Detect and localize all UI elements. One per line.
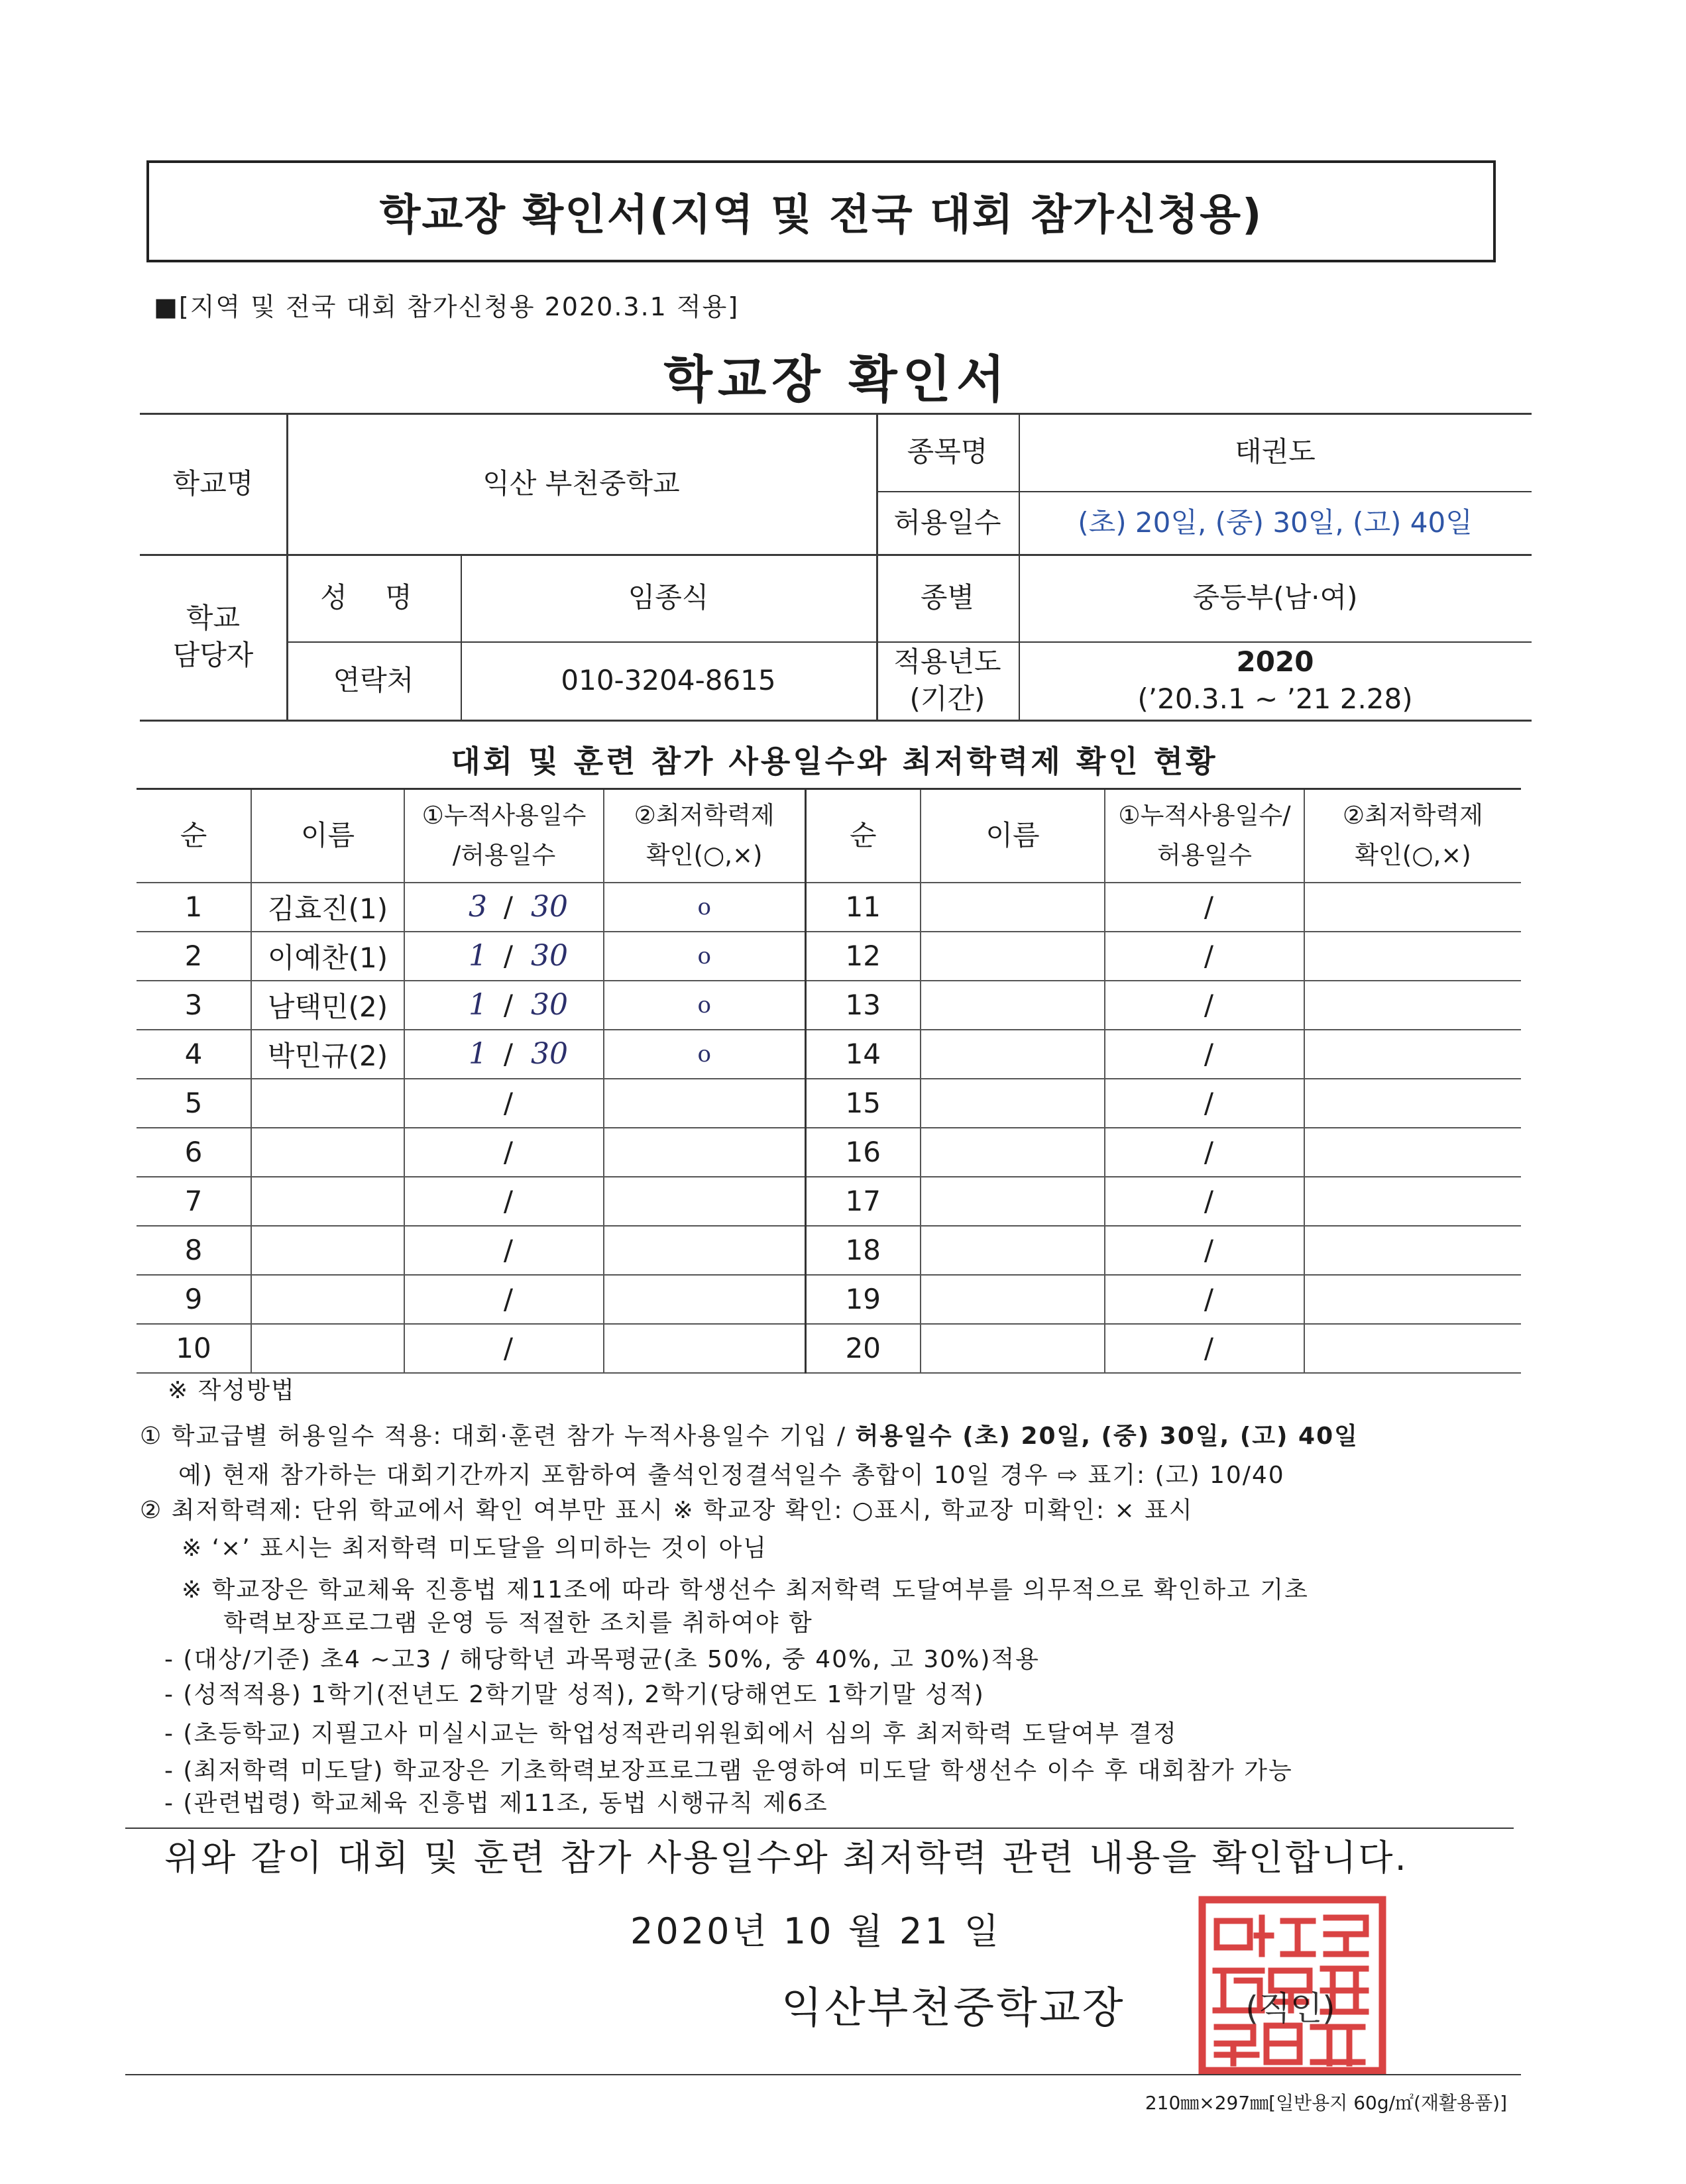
table-row xyxy=(137,1275,1521,1324)
row-number: 1 xyxy=(137,883,251,932)
athlete-name xyxy=(921,1177,1105,1226)
usage-days xyxy=(405,932,603,980)
usage-days xyxy=(1105,1079,1304,1127)
note-rule2-remark2-line2: 학력보장프로그램 운영 등 적절한 조치를 취하여야 함 xyxy=(223,1610,813,1637)
note-item-elementary: - (초등학교) 지필고사 미실시교는 학업성적관리위원회에서 심의 후 최저학력 도달여부 결정 xyxy=(164,1720,1178,1747)
row-number: 3 xyxy=(137,981,251,1030)
row-number: 6 xyxy=(137,1128,251,1177)
seal-label: (직인) xyxy=(1245,1989,1335,2028)
athlete-name: 남택민(2) xyxy=(251,981,404,1030)
notes-heading: ※ 작성방법 xyxy=(168,1377,296,1404)
usage-cell xyxy=(404,1030,604,1079)
usage-cell xyxy=(404,1226,604,1275)
note-item-target: - (대상/기준) 초4 ~고3 / 해당학년 과목평균(초 50%, 중 40%, 고 30%)적용 xyxy=(164,1646,1040,1673)
allowed-days: 30 xyxy=(531,988,568,1022)
academic-check-mark: o xyxy=(604,1030,805,1079)
header-no: 순 xyxy=(137,789,251,883)
usage-cell xyxy=(1105,1324,1304,1373)
usage-days xyxy=(405,1128,603,1176)
divider xyxy=(125,2074,1521,2075)
header-name: 이름 xyxy=(251,789,404,883)
used-days: 1 xyxy=(469,988,487,1022)
confirmation-statement: 위와 같이 대회 및 훈련 참가 사용일수와 최저학력 관련 내용을 확인합니다. xyxy=(164,1837,1408,1879)
usage-cell xyxy=(404,1128,604,1177)
academic-check-mark: o xyxy=(604,883,805,932)
athlete-name xyxy=(251,1275,404,1324)
header-no: 순 xyxy=(805,789,921,883)
usage-separator: / xyxy=(1204,940,1214,972)
year-label-line1: 적용년도 xyxy=(893,645,1001,678)
row-number: 14 xyxy=(805,1030,921,1079)
academic-check-mark xyxy=(1304,1226,1521,1275)
usage-cell xyxy=(1105,932,1304,981)
table-row xyxy=(137,1030,1521,1079)
athlete-name xyxy=(251,1128,404,1177)
header-usage xyxy=(404,789,604,883)
note-rule2-remark1: ※ ‘×’ 표시는 최저학력 미도달을 의미하는 것이 아님 xyxy=(182,1535,768,1562)
note-item-below: - (최저학력 미도달) 학교장은 기초학력보장프로그램 운영하여 미도달 학생선수 이수 후 대회참가 가능 xyxy=(164,1757,1293,1784)
academic-check-mark xyxy=(1304,1030,1521,1079)
row-number: 12 xyxy=(805,932,921,981)
usage-days xyxy=(405,1079,603,1127)
table-body xyxy=(137,883,1521,1373)
header-check-line1: ②최저학력제 xyxy=(634,801,775,830)
usage-days xyxy=(1105,1128,1304,1176)
usage-days xyxy=(405,1276,603,1323)
row-number: 2 xyxy=(137,932,251,981)
athlete-name xyxy=(921,1226,1105,1275)
year-value xyxy=(1019,641,1532,720)
athlete-name xyxy=(921,1079,1105,1128)
header-check-line1: ②최저학력제 xyxy=(1343,801,1483,830)
usage-separator: / xyxy=(503,1087,514,1119)
usage-cell xyxy=(404,1275,604,1324)
row-number: 16 xyxy=(805,1128,921,1177)
header-check xyxy=(1304,789,1521,883)
athlete-name xyxy=(921,1275,1105,1324)
usage-separator: / xyxy=(503,891,514,923)
used-days: 3 xyxy=(469,890,487,924)
usage-days xyxy=(405,1325,603,1372)
usage-days xyxy=(1105,1177,1304,1225)
note-rule1-example: 예) 현재 참가하는 대회기간까지 포함하여 출석인정결석일수 총합이 10일 경우 ⇨ 표기: (고) 10/40 xyxy=(178,1462,1285,1489)
row-number: 8 xyxy=(137,1226,251,1275)
usage-days xyxy=(405,1177,603,1225)
usage-cell xyxy=(1105,1226,1304,1275)
header-check-line2: 확인(○,×) xyxy=(1355,841,1471,870)
issue-date: 2020년 10 월 21 일 xyxy=(630,1910,1002,1952)
note-item-grades: - (성적적용) 1학기(전년도 2학기말 성적), 2학기(당해연도 1학기말 성적) xyxy=(164,1681,985,1708)
usage-separator: / xyxy=(1204,1283,1214,1315)
allowed-days: 30 xyxy=(531,939,568,973)
usage-days xyxy=(405,981,603,1029)
usage-cell xyxy=(404,1324,604,1373)
academic-check-mark xyxy=(1304,883,1521,932)
header-usage-line1: ①누적사용일수 xyxy=(422,801,587,830)
usage-days xyxy=(405,1030,603,1078)
usage-days xyxy=(1105,981,1304,1029)
manager-label xyxy=(140,554,286,720)
year-label-line2: (기간) xyxy=(909,682,985,715)
usage-separator: / xyxy=(1204,1185,1214,1217)
academic-check-mark xyxy=(1304,1324,1521,1373)
row-number: 10 xyxy=(137,1324,251,1373)
row-number: 4 xyxy=(137,1030,251,1079)
academic-check-mark: o xyxy=(604,981,805,1030)
header-usage-line1: ①누적사용일수/ xyxy=(1118,801,1291,830)
note-rule2-remark2-line1: ※ 학교장은 학교체육 진흥법 제11조에 따라 학생선수 최저학력 도달여부를 의무적으로 확인하고 기초 xyxy=(182,1576,1309,1604)
usage-cell xyxy=(404,981,604,1030)
academic-check-mark xyxy=(604,1128,805,1177)
manager-label-line2: 담당자 xyxy=(172,639,254,671)
usage-separator: / xyxy=(1204,989,1214,1021)
academic-check-mark xyxy=(1304,1079,1521,1128)
table-row xyxy=(137,1177,1521,1226)
usage-days xyxy=(1105,883,1304,931)
table-row xyxy=(137,1324,1521,1373)
used-days: 1 xyxy=(469,1037,487,1071)
athlete-name xyxy=(921,883,1105,932)
division-value: 중등부(남·여) xyxy=(1192,581,1358,614)
table-row xyxy=(137,932,1521,981)
athlete-name xyxy=(251,1226,404,1275)
divider xyxy=(125,1828,1514,1829)
academic-check-mark: o xyxy=(604,932,805,981)
header-usage-line2: 허용일수 xyxy=(1157,841,1252,870)
name-label xyxy=(286,554,461,641)
paper-spec: 210㎜×297㎜[일반용지 60g/㎡(재활용품)] xyxy=(1145,2092,1507,2114)
table-row xyxy=(137,883,1521,932)
usage-cell xyxy=(1105,1030,1304,1079)
contact-label: 연락처 xyxy=(333,664,414,696)
athlete-name xyxy=(921,1324,1105,1373)
usage-cell xyxy=(1105,1079,1304,1128)
row-number: 9 xyxy=(137,1275,251,1324)
row-number: 7 xyxy=(137,1177,251,1226)
usage-separator: / xyxy=(503,989,514,1021)
academic-check-mark xyxy=(604,1079,805,1128)
usage-days xyxy=(405,883,603,931)
usage-days xyxy=(1105,1276,1304,1323)
section-title: 대회 및 훈련 참가 사용일수와 최저학력제 확인 현황 xyxy=(451,743,1218,779)
usage-separator: / xyxy=(503,1185,514,1217)
row-number: 17 xyxy=(805,1177,921,1226)
usage-cell xyxy=(404,883,604,932)
academic-check-mark xyxy=(1304,1177,1521,1226)
usage-separator: / xyxy=(503,940,514,972)
application-notice: ■[지역 및 전국 대회 참가신청용 2020.3.1 적용] xyxy=(154,292,740,321)
note-item-law: - (관련법령) 학교체육 진흥법 제11조, 동법 시행규칙 제6조 xyxy=(164,1790,828,1817)
row-number: 13 xyxy=(805,981,921,1030)
usage-separator: / xyxy=(503,1136,514,1168)
academic-check-mark xyxy=(1304,932,1521,981)
header-check xyxy=(604,789,805,883)
usage-cell xyxy=(1105,1275,1304,1324)
sport-value: 태권도 xyxy=(1235,435,1316,468)
athlete-name: 이예찬(1) xyxy=(251,932,404,981)
row-number: 20 xyxy=(805,1324,921,1373)
academic-check-mark xyxy=(1304,1128,1521,1177)
contact-value: 010-3204-8615 xyxy=(561,664,776,696)
table-row xyxy=(137,1079,1521,1128)
usage-separator: / xyxy=(1204,1332,1214,1364)
row-number: 18 xyxy=(805,1226,921,1275)
usage-cell xyxy=(1105,883,1304,932)
note-rule1-bold: 허용일수 (초) 20일, (중) 30일, (고) 40일 xyxy=(855,1423,1359,1450)
academic-check-mark xyxy=(604,1275,805,1324)
usage-separator: / xyxy=(1204,1136,1214,1168)
usage-days xyxy=(1105,1325,1304,1372)
manager-label-line1: 학교 xyxy=(186,602,241,634)
usage-days xyxy=(1105,1030,1304,1078)
row-number: 11 xyxy=(805,883,921,932)
header-usage xyxy=(1105,789,1304,883)
usage-separator: / xyxy=(1204,1234,1214,1266)
usage-separator: / xyxy=(1204,1038,1214,1070)
name-label-text: 성 명 xyxy=(320,581,427,614)
athlete-name xyxy=(921,981,1105,1030)
usage-cell xyxy=(404,932,604,981)
academic-check-mark xyxy=(604,1226,805,1275)
header-usage-line2: /허용일수 xyxy=(452,841,556,870)
form-title: 학교장 확인서(지역 및 전국 대회 참가신청용) xyxy=(379,191,1263,240)
athlete-name xyxy=(921,932,1105,981)
athlete-name xyxy=(251,1177,404,1226)
athlete-name xyxy=(251,1079,404,1128)
usage-days xyxy=(1105,1227,1304,1274)
signer: 익산부천중학교장 xyxy=(781,1984,1125,2033)
table-row xyxy=(137,1128,1521,1177)
usage-separator: / xyxy=(503,1234,514,1266)
usage-separator: / xyxy=(503,1038,514,1070)
athlete-name: 박민규(2) xyxy=(251,1030,404,1079)
academic-check-mark xyxy=(604,1177,805,1226)
usage-cell xyxy=(1105,1177,1304,1226)
used-days: 1 xyxy=(469,939,487,973)
athlete-name: 김효진(1) xyxy=(251,883,404,932)
usage-cell xyxy=(1105,1128,1304,1177)
manager-name: 임종식 xyxy=(628,581,709,614)
year: 2020 xyxy=(1236,645,1314,678)
official-seal xyxy=(1197,1894,1388,2076)
usage-separator: / xyxy=(1204,1087,1214,1119)
usage-separator: / xyxy=(503,1332,514,1364)
athlete-name xyxy=(921,1128,1105,1177)
row-number: 5 xyxy=(137,1079,251,1128)
usage-days xyxy=(1105,932,1304,980)
note-rule1-text: ① 학교급별 허용일수 적용: 대회·훈련 참가 누적사용일수 기입 / xyxy=(140,1423,856,1450)
usage-table xyxy=(137,788,1521,1374)
usage-days xyxy=(405,1227,603,1274)
row-number: 15 xyxy=(805,1079,921,1128)
usage-separator: / xyxy=(503,1283,514,1315)
note-rule2: ② 최저학력제: 단위 학교에서 확인 여부만 표시 ※ 학교장 확인: ○표시, 학교장 미확인: × 표시 xyxy=(140,1497,1194,1524)
academic-check-mark xyxy=(1304,1275,1521,1324)
table-row xyxy=(137,1226,1521,1275)
academic-check-mark xyxy=(604,1324,805,1373)
academic-check-mark xyxy=(1304,981,1521,1030)
header-check-line2: 확인(○,×) xyxy=(646,841,763,870)
allowed-days-value: (초) 20일, (중) 30일, (고) 40일 xyxy=(1078,506,1473,539)
header-name: 이름 xyxy=(921,789,1105,883)
form-title-box xyxy=(146,160,1496,262)
divider xyxy=(140,720,1532,722)
table-row xyxy=(137,981,1521,1030)
athlete-name xyxy=(251,1324,404,1373)
usage-cell xyxy=(404,1079,604,1128)
usage-separator: / xyxy=(1204,891,1214,923)
allowed-days-label: 허용일수 xyxy=(893,506,1001,539)
table-header-row xyxy=(137,789,1521,883)
allowed-days: 30 xyxy=(531,890,568,924)
school-name: 익산 부천중학교 xyxy=(482,466,680,500)
period: (’20.3.1 ~ ’21 2.28) xyxy=(1137,682,1413,715)
usage-cell xyxy=(404,1177,604,1226)
athlete-name xyxy=(921,1030,1105,1079)
allowed-days: 30 xyxy=(531,1037,568,1071)
row-number: 19 xyxy=(805,1275,921,1324)
note-rule1 xyxy=(140,1421,1359,1452)
page-title: 학교장 확인서 xyxy=(663,350,1011,409)
division-label: 종별 xyxy=(920,581,975,614)
sport-label: 종목명 xyxy=(907,435,988,468)
usage-cell xyxy=(1105,981,1304,1030)
year-label xyxy=(876,641,1019,720)
school-label: 학교명 xyxy=(172,466,254,500)
